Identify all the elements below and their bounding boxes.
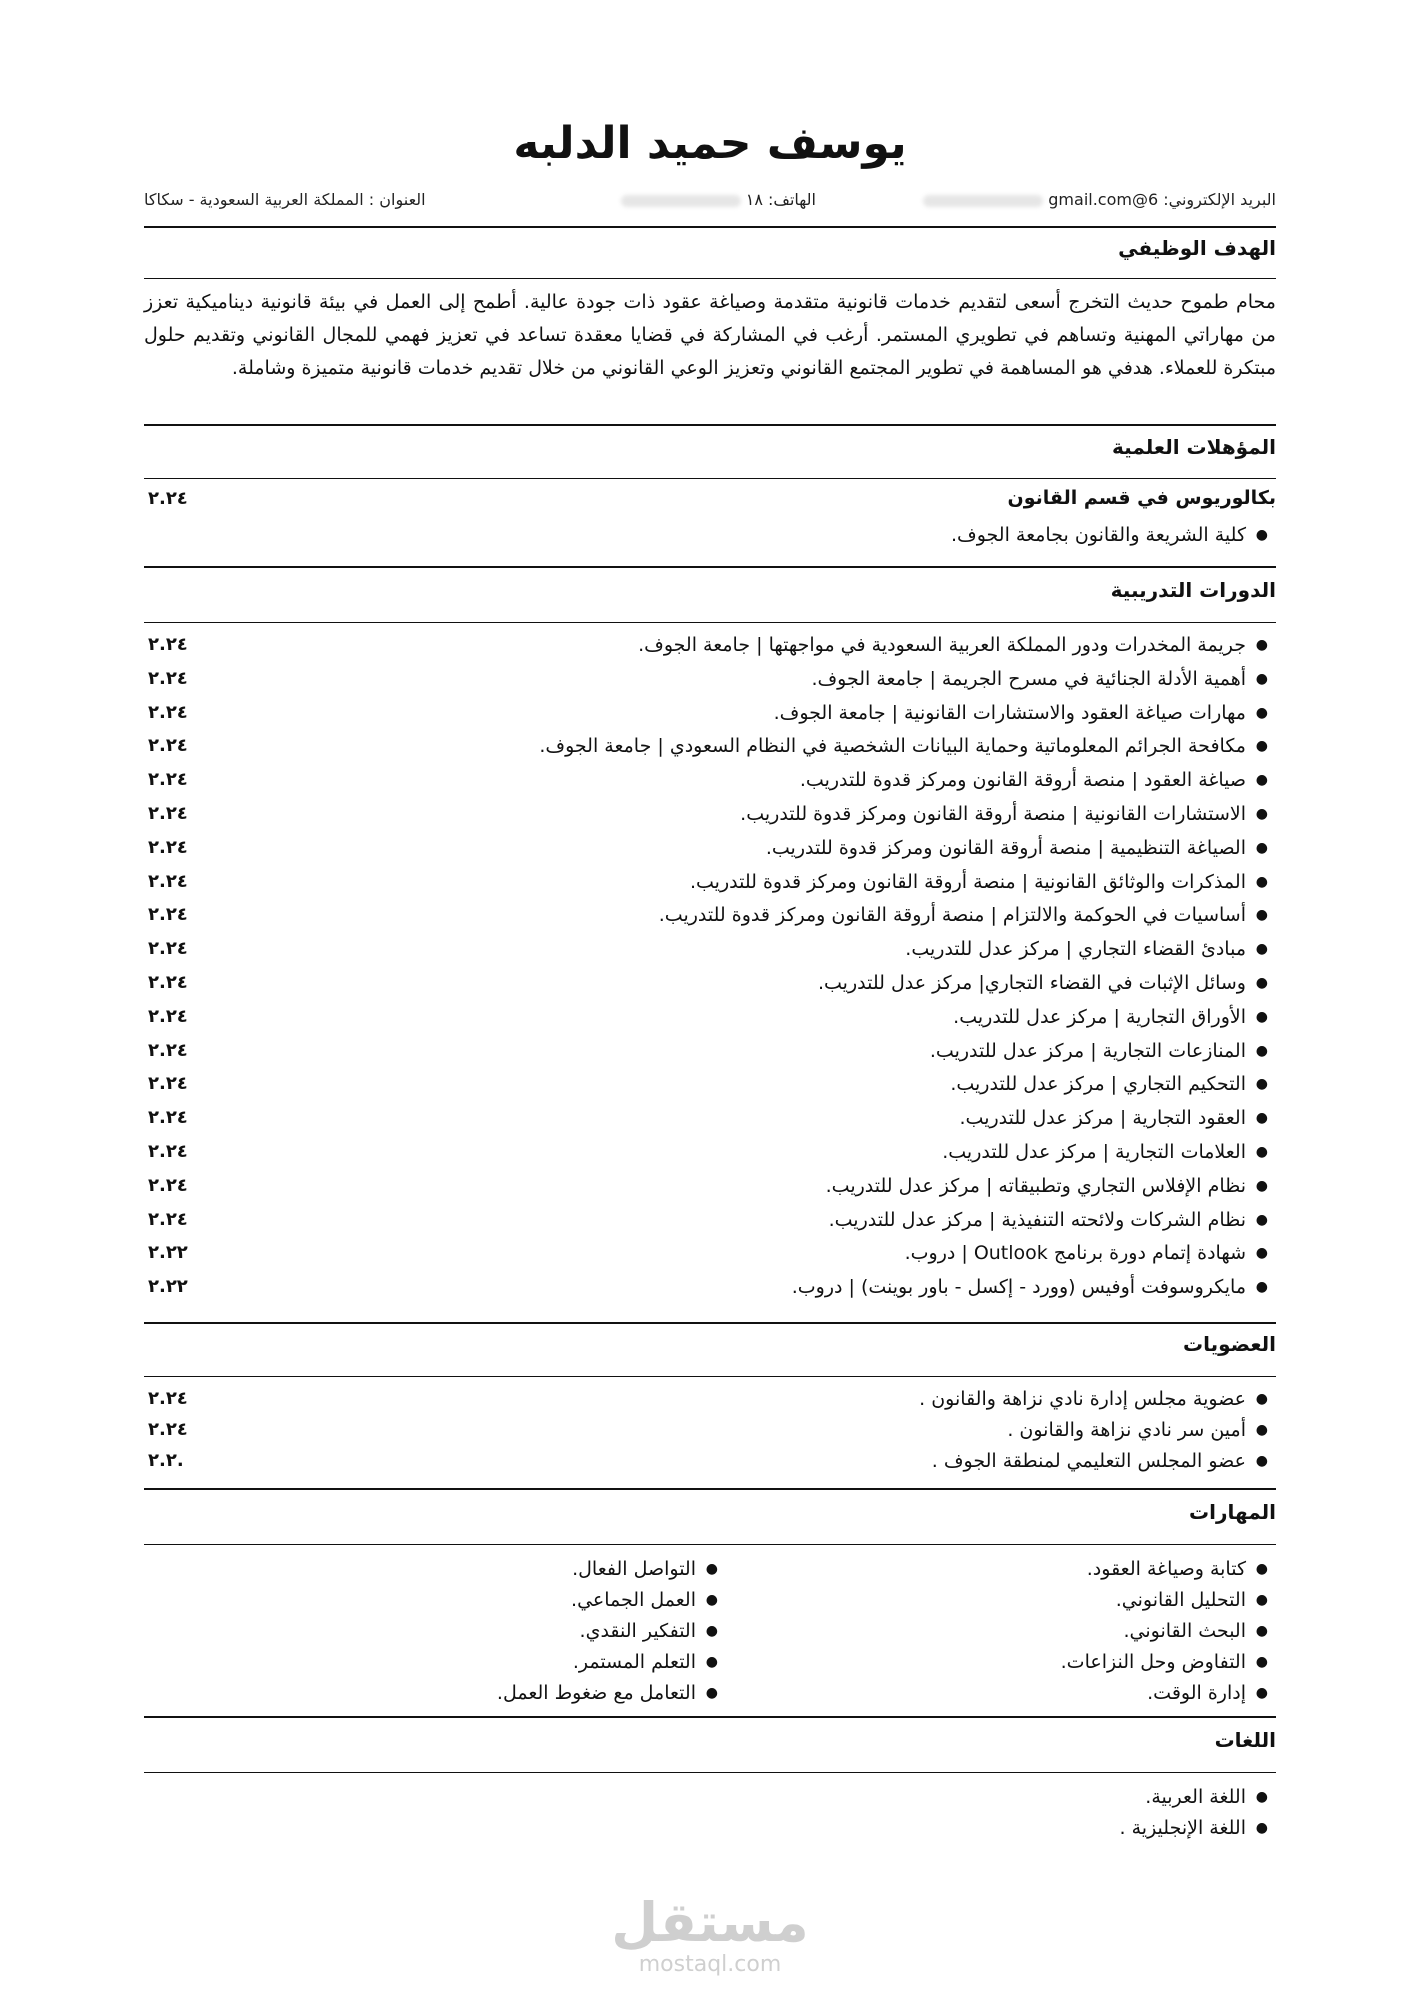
bullet-icon: ● — [1255, 1422, 1268, 1438]
watermark-logo: مستقل — [611, 1891, 809, 1954]
list-item — [144, 972, 1276, 1006]
item-text: المنازعات التجارية | مركز عدل للتدريب. — [929, 1039, 1246, 1062]
item-text: نظام الشركات ولائحته التنفيذية | مركز عدل للتدريب. — [828, 1208, 1246, 1231]
item-text: الاستشارات القانونية | منصة أروقة القانون ومركز قدوة للتدريب. — [740, 803, 1246, 825]
divider — [144, 1322, 1276, 1324]
bullet-icon: ● — [1255, 670, 1268, 687]
skill-item — [426, 1589, 726, 1620]
bullet-icon: ● — [1255, 527, 1268, 543]
bullet-icon: ● — [705, 1654, 718, 1670]
languages-title: اللغات — [1214, 1728, 1276, 1752]
bullet-icon: ● — [1255, 1279, 1268, 1296]
item-text: شهادة إتمام دورة برنامج Outlook | دروب. — [904, 1242, 1246, 1265]
divider — [144, 478, 1276, 479]
item-year: ٢.٢. — [148, 1450, 184, 1471]
degree-title: بكالوريوس في قسم القانون — [1007, 487, 1276, 509]
list-item — [144, 524, 1276, 558]
item-year: ٢.٢٤ — [148, 1419, 188, 1440]
item-year: ٢.٢٤ — [148, 1208, 188, 1230]
item-year: ٢.٢٤ — [148, 803, 188, 824]
divider — [144, 1376, 1276, 1377]
bullet-icon: ● — [1255, 1592, 1268, 1608]
phone-info — [621, 190, 816, 209]
item-text: العلامات التجارية | مركز عدل للتدريب. — [942, 1141, 1246, 1163]
list-item — [144, 871, 1276, 905]
list-item — [144, 1276, 1276, 1310]
list-item — [144, 668, 1276, 702]
redacted-mark — [923, 195, 1043, 207]
contact-bar — [144, 186, 1276, 216]
list-item — [144, 735, 1276, 769]
courses-title: الدورات التدريبية — [1110, 578, 1276, 602]
skill-text: التعامل مع ضغوط العمل. — [496, 1682, 696, 1704]
degree-row — [144, 488, 1276, 522]
bullet-icon: ● — [1255, 806, 1268, 822]
skill-text: العمل الجماعي. — [571, 1589, 696, 1611]
watermark — [144, 1891, 1276, 1977]
divider — [144, 424, 1276, 426]
bullet-icon: ● — [1255, 1391, 1268, 1407]
list-item — [144, 634, 1276, 668]
item-year: ٢.٢٤ — [148, 1039, 188, 1061]
candidate-name: يوسف حميد الدلبه — [513, 118, 907, 169]
skill-text: التواصل الفعال. — [572, 1558, 696, 1580]
item-text: الصياغة التنظيمية | منصة أروقة القانون ومركز قدوة للتدريب. — [765, 836, 1246, 859]
bullet-icon: ● — [1255, 1685, 1268, 1701]
item-text: عضوية مجلس إدارة نادي نزاهة والقانون . — [919, 1388, 1246, 1410]
bullet-icon: ● — [1255, 772, 1268, 789]
list-item — [144, 938, 1276, 972]
list-item — [144, 1175, 1276, 1209]
item-year: ٢.٢٤ — [148, 1174, 188, 1196]
skills-column-right — [976, 1558, 1276, 1713]
institution-text: كلية الشريعة والقانون بجامعة الجوف. — [950, 524, 1246, 546]
item-text: مكافحة الجرائم المعلوماتية وحماية البيانات الشخصية في النظام السعودي | جامعة الجوف. — [539, 735, 1246, 758]
bullet-icon: ● — [1255, 975, 1268, 991]
skill-item — [426, 1558, 726, 1589]
bullet-icon: ● — [1255, 738, 1268, 755]
item-year: ٢.٢٤ — [148, 836, 188, 858]
item-text: صياغة العقود | منصة أروقة القانون ومركز قدوة للتدريب. — [799, 769, 1246, 792]
bullet-icon: ● — [705, 1623, 718, 1639]
bullet-icon: ● — [1255, 1820, 1268, 1836]
bullet-icon: ● — [1255, 1144, 1268, 1160]
bullet-icon: ● — [1255, 1110, 1268, 1127]
item-year: ٢.٢٤ — [148, 735, 188, 757]
divider — [144, 1488, 1276, 1490]
item-year: ٢.٢٤ — [148, 1388, 188, 1409]
item-text: وسائل الإثبات في القضاء التجاري| مركز عدل للتدريب. — [817, 972, 1246, 994]
degree-year: ٢.٢٤ — [148, 488, 188, 509]
bullet-icon: ● — [1255, 637, 1268, 653]
item-text: مايكروسوفت أوفيس (وورد - إكسل - باور بوينت) | دروب. — [791, 1276, 1246, 1299]
list-item — [144, 769, 1276, 803]
list-item — [144, 1817, 1276, 1851]
list-item — [144, 1388, 1276, 1422]
bullet-icon: ● — [1255, 1177, 1268, 1194]
list-item — [144, 1073, 1276, 1107]
bullet-icon: ● — [1255, 1211, 1268, 1228]
item-text: مبادئ القضاء التجاري | مركز عدل للتدريب. — [905, 938, 1246, 961]
skill-item — [426, 1682, 726, 1713]
item-text: التحكيم التجاري | مركز عدل للتدريب. — [950, 1073, 1246, 1096]
bullet-icon: ● — [1255, 1453, 1268, 1469]
item-text: أمين سر نادي نزاهة والقانون . — [1007, 1419, 1246, 1441]
resume-page — [144, 0, 1276, 2000]
item-text: اللغة الإنجليزية . — [1119, 1817, 1246, 1839]
bullet-icon: ● — [705, 1561, 718, 1577]
item-year: ٢.٢٤ — [148, 972, 188, 993]
item-year: ٢.٢٤ — [148, 1073, 188, 1095]
watermark-url: mostaql.com — [638, 1952, 782, 1977]
list-item — [144, 1107, 1276, 1141]
list-item — [144, 702, 1276, 736]
item-text: جريمة المخدرات ودور المملكة العربية السعودية في مواجهتها | جامعة الجوف. — [638, 634, 1246, 656]
item-year: ٢.٢٤ — [148, 904, 188, 926]
item-year: ٢.٢٤ — [148, 701, 188, 723]
list-item — [144, 837, 1276, 871]
item-text: مهارات صياغة العقود والاستشارات القانونية | جامعة الجوف. — [773, 701, 1246, 724]
item-year: ٢.٢٤ — [148, 769, 188, 791]
item-year: ٢.٢٢ — [148, 1242, 188, 1264]
item-year: ٢.٢٤ — [148, 1141, 188, 1162]
skill-text: البحث القانوني. — [1123, 1620, 1246, 1642]
divider — [144, 566, 1276, 568]
bullet-icon: ● — [1255, 1008, 1268, 1025]
list-item — [144, 1450, 1276, 1484]
skill-item — [426, 1651, 726, 1682]
skill-text: إدارة الوقت. — [1147, 1682, 1246, 1704]
skill-text: كتابة وصياغة العقود. — [1086, 1558, 1246, 1580]
skill-text: التحليل القانوني. — [1115, 1589, 1246, 1611]
skill-item — [976, 1620, 1276, 1651]
address-text: العنوان : المملكة العربية السعودية - سكاكا — [144, 190, 426, 209]
bullet-icon: ● — [1255, 1076, 1268, 1093]
bullet-icon: ● — [1255, 1561, 1268, 1577]
bullet-icon: ● — [1255, 1245, 1268, 1262]
memberships-title: العضويات — [1182, 1332, 1276, 1356]
item-text: اللغة العربية. — [1145, 1786, 1246, 1808]
email-text: البريد الإلكتروني: 6@gmail.com — [1048, 190, 1276, 209]
skill-item — [976, 1651, 1276, 1682]
list-item — [144, 1209, 1276, 1243]
bullet-icon: ● — [1255, 941, 1268, 958]
skills-column-left — [426, 1558, 726, 1713]
bullet-icon: ● — [705, 1592, 718, 1608]
item-year: ٢.٢٢ — [148, 1276, 188, 1298]
skill-text: التفكير النقدي. — [579, 1620, 696, 1642]
objective-text: محام طموح حديث التخرج أسعى لتقديم خدمات قانونية متقدمة وصياغة عقود ذات جودة عالية. أطمح إلى العمل في بيئة قانونية ديناميكية تعزز من مهاراتي المهنية وتساهم في تطويري المستمر. أرغب في المشاركة في قضايا معقدة تساعد في تعزيز فهمي للمجال القانوني وتقديم حلول مبتكرة للعملاء. هدفي هو المساهمة في تطوير المجتمع القانوني وتعزيز الوعي القانوني من خلال تقديم خدمات قانونية متميزة وشاملة. — [144, 291, 1276, 379]
skill-item — [976, 1558, 1276, 1589]
skill-item — [976, 1682, 1276, 1713]
item-year: ٢.٢٤ — [148, 1005, 188, 1027]
bullet-icon: ● — [1255, 1623, 1268, 1639]
item-text: أهمية الأدلة الجنائية في مسرح الجريمة | جامعة الجوف. — [811, 667, 1246, 690]
list-item — [144, 1419, 1276, 1453]
divider — [144, 278, 1276, 279]
list-item — [144, 1006, 1276, 1040]
bullet-icon: ● — [1255, 704, 1268, 721]
email-info — [923, 190, 1276, 209]
item-text: المذكرات والوثائق القانونية | منصة أروقة القانون ومركز قدوة للتدريب. — [689, 870, 1246, 893]
item-year: ٢.٢٤ — [148, 634, 188, 655]
list-item — [144, 1242, 1276, 1276]
objective-title: الهدف الوظيفي — [1118, 236, 1276, 260]
list-item — [144, 1786, 1276, 1820]
bullet-icon: ● — [1255, 839, 1268, 856]
skill-text: التعلم المستمر. — [572, 1651, 696, 1673]
redacted-mark — [621, 195, 741, 207]
list-item — [144, 1040, 1276, 1074]
bullet-icon: ● — [1255, 873, 1268, 890]
bullet-icon: ● — [1255, 1789, 1268, 1805]
bullet-icon: ● — [1255, 1654, 1268, 1670]
item-year: ٢.٢٤ — [148, 938, 188, 960]
list-item — [144, 904, 1276, 938]
item-year: ٢.٢٤ — [148, 667, 188, 689]
item-text: عضو المجلس التعليمي لمنطقة الجوف . — [931, 1450, 1246, 1472]
education-title: المؤهلات العلمية — [1112, 435, 1276, 459]
bullet-icon: ● — [1255, 1042, 1268, 1059]
skills-title: المهارات — [1189, 1500, 1276, 1524]
phone-text: الهاتف: ١٨ — [745, 190, 816, 209]
divider — [144, 622, 1276, 623]
skill-item — [976, 1589, 1276, 1620]
divider — [144, 1544, 1276, 1545]
divider — [144, 226, 1276, 228]
item-text: الأوراق التجارية | مركز عدل للتدريب. — [953, 1005, 1246, 1028]
skill-text: التفاوض وحل النزاعات. — [1060, 1651, 1246, 1673]
bullet-icon: ● — [705, 1685, 718, 1701]
item-year: ٢.٢٤ — [148, 870, 188, 892]
list-item — [144, 1141, 1276, 1175]
divider — [144, 1772, 1276, 1773]
bullet-icon: ● — [1255, 907, 1268, 924]
item-text: نظام الإفلاس التجاري وتطبيقاته | مركز عدل للتدريب. — [825, 1174, 1246, 1197]
divider — [144, 1716, 1276, 1718]
item-year: ٢.٢٤ — [148, 1107, 188, 1129]
item-text: أساسيات في الحوكمة والالتزام | منصة أروقة القانون ومركز قدوة للتدريب. — [658, 904, 1246, 927]
list-item — [144, 803, 1276, 837]
skill-item — [426, 1620, 726, 1651]
item-text: العقود التجارية | مركز عدل للتدريب. — [959, 1107, 1246, 1130]
